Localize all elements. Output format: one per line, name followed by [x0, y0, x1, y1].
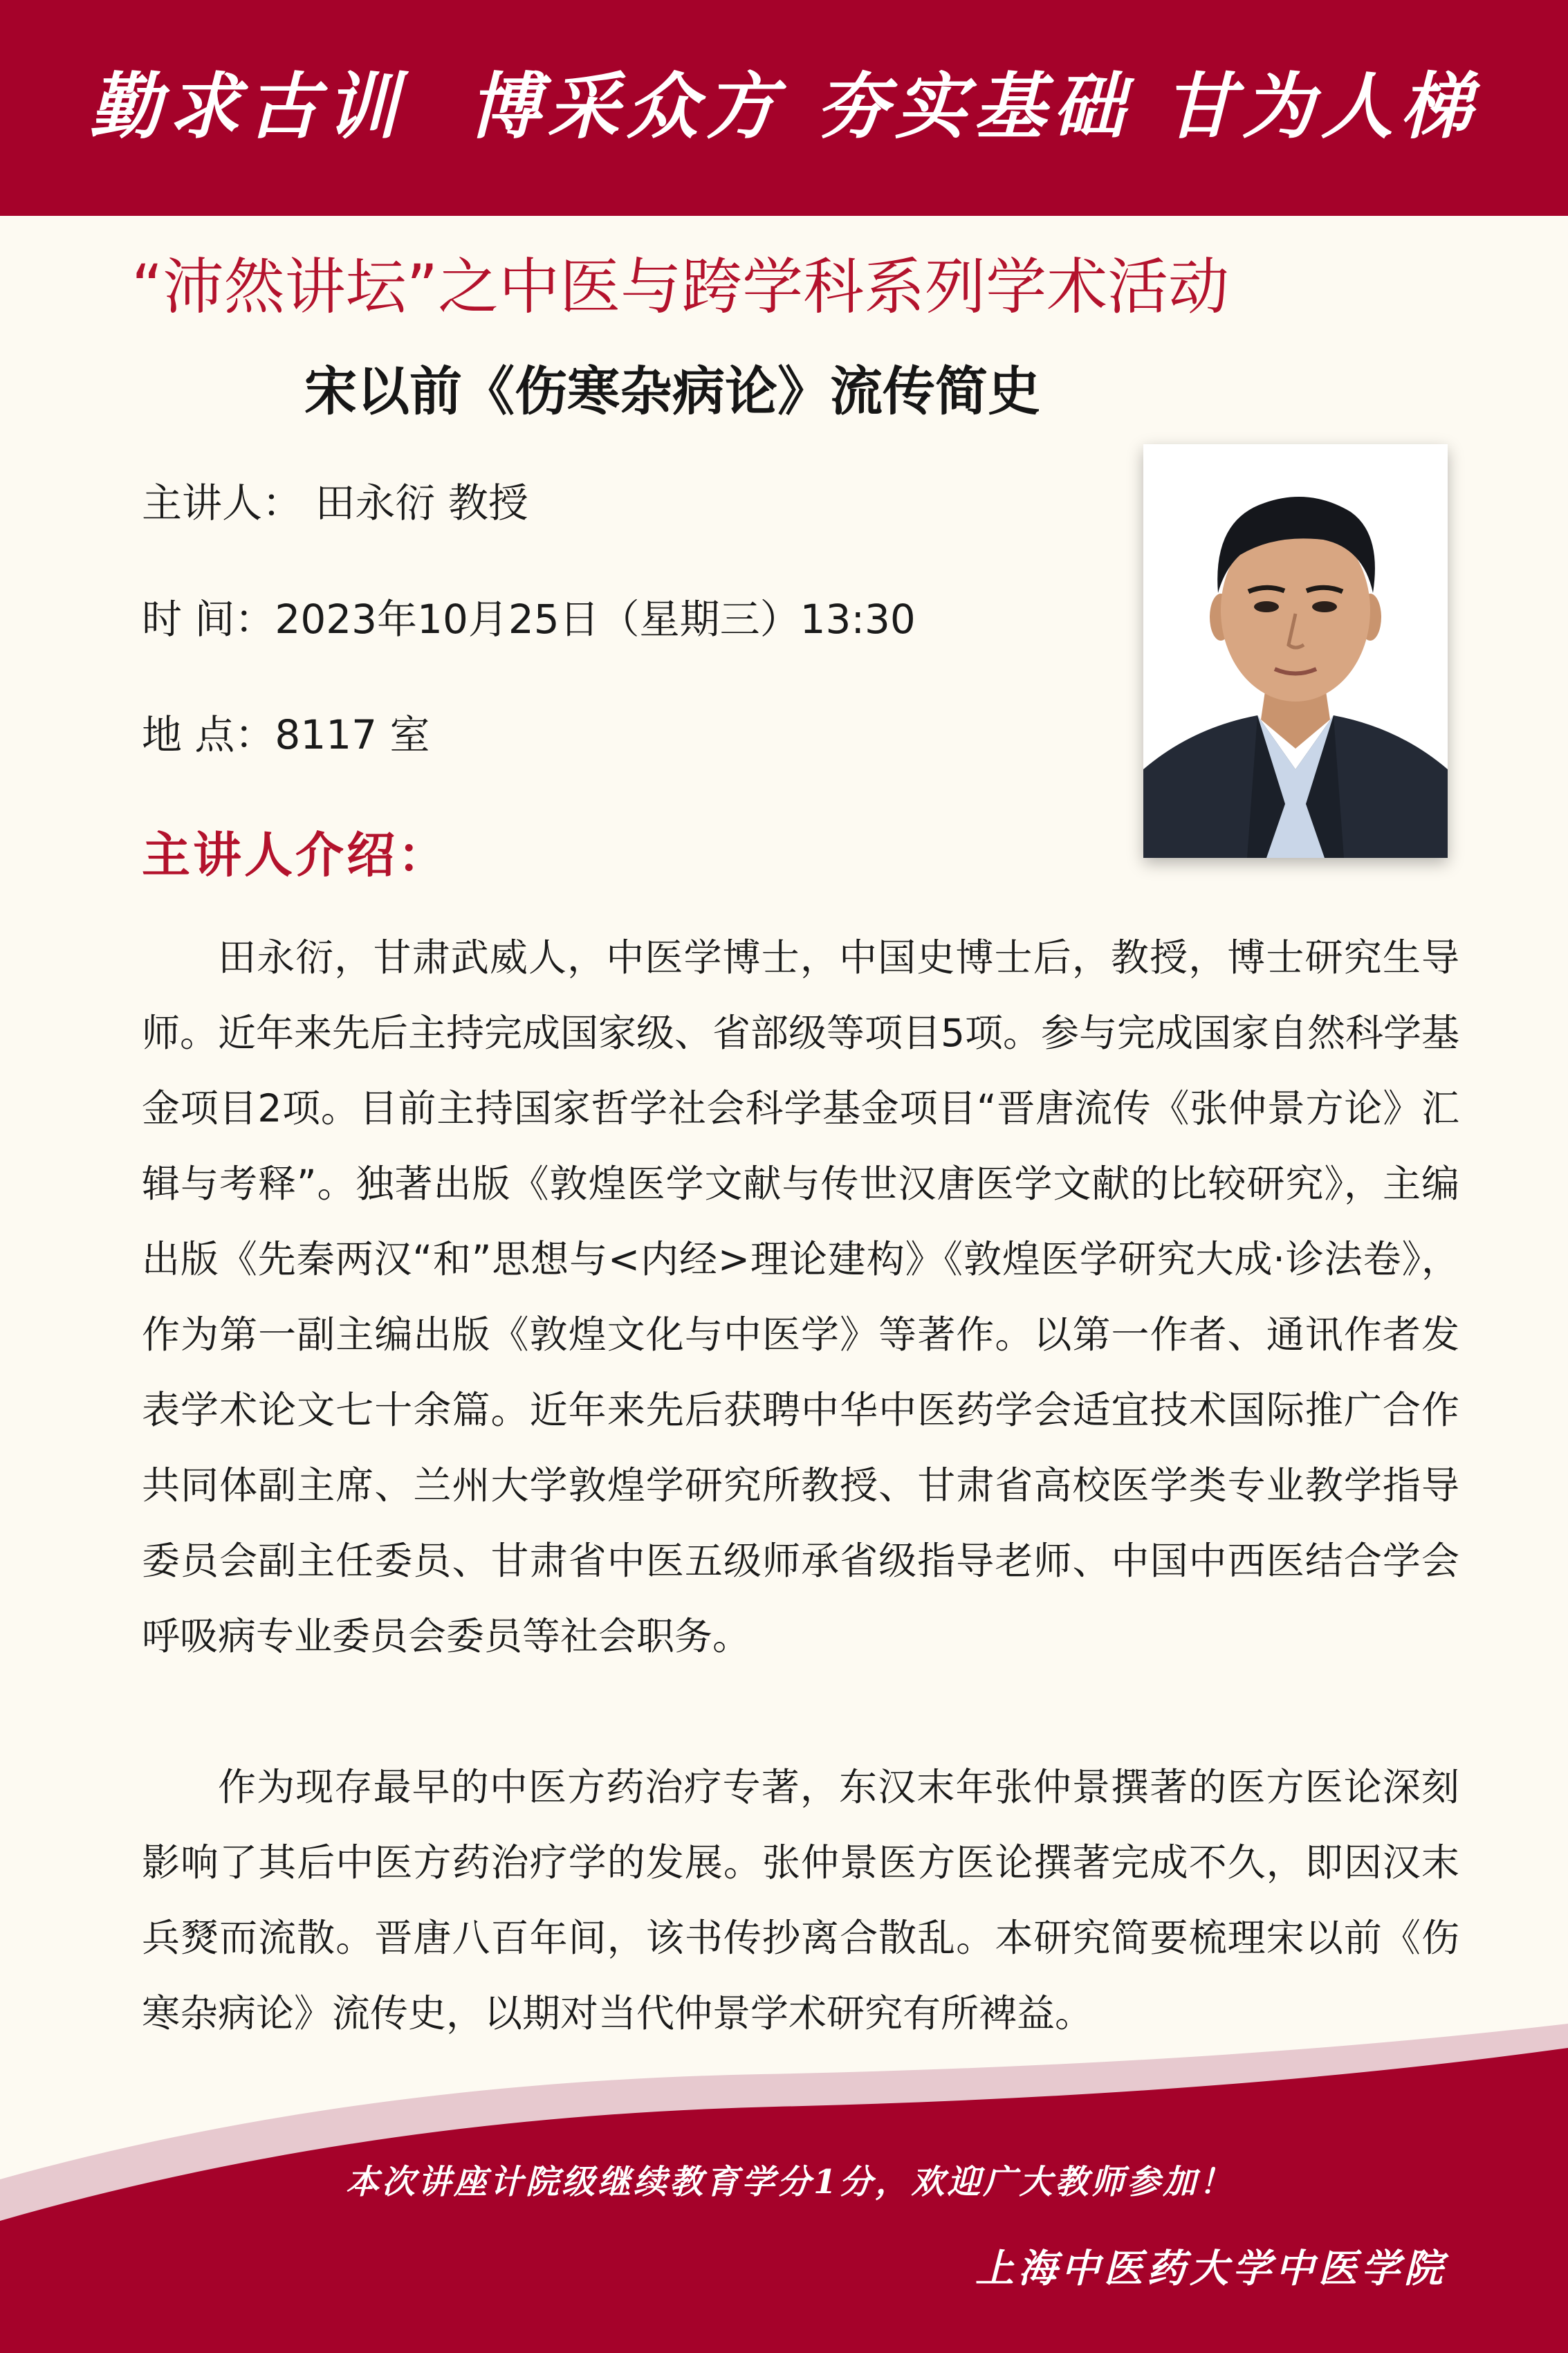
bio-heading: 主讲人介绍：	[142, 827, 449, 883]
series-title: “沛然讲坛”之中医与跨学科系列学术活动	[131, 251, 1230, 322]
organizer: 上海中医药大学中医学院	[975, 2246, 1447, 2291]
speaker-line: 主讲人： 田永衍 教授	[142, 479, 528, 527]
credit-note: 本次讲座计院级继续教育学分1分，欢迎广大教师参加！	[346, 2163, 1235, 2201]
time-line: 时 间：2023年10月25日（星期三）13:30	[142, 596, 916, 643]
place-line: 地 点：8117 室	[142, 711, 430, 758]
bio-paragraph-1: 田永衍，甘肃武威人，中医学博士，中国史博士后，教授，博士研究生导师。近年来先后主持完成国家级、省部级等项目5项。参与完成国家自然科学基金项目2项。目前主持国家哲学社会科学基金项目“晋唐流传《张仲景方论》汇辑与考释”。独著出版《敦煌医学文献与传世汉唐医学文献的比较研究》，主编出版《先秦两汉“和”思想与<内经>理论建构》《敦煌医学研究大成·诊法卷》，作为第一副主编出版《敦煌文化与中医学》等著作。以第一作者、通讯作者发表学术论文七十余篇。近年来先后获聘中华中医药学会适宜技术国际推广合作共同体副主席、兰州大学敦煌学研究所教授、甘肃省高校医学类专业教学指导委员会副主任委员、甘肃省中医五级师承省级指导老师、中国中西医结合学会呼吸病专业委员会委员等社会职务。	[142, 935, 1459, 1658]
motto: 勤求古训 博采众方 夯实基础 甘为人梯	[89, 64, 1479, 149]
lecture-title: 宋以前《伤寒杂病论》流传简史	[304, 360, 1040, 422]
bio-paragraph-2: 作为现存最早的中医方药治疗专著，东汉末年张仲景撰著的医方医论深刻影响了其后中医方药治疗学的发展。张仲景医方医论撰著完成不久，即因汉末兵燹而流散。晋唐八百年间，该书传抄离合散乱。本研究简要梳理宋以前《伤寒杂病论》流传史，以期对当代仲景学术研究有所裨益。	[142, 1765, 1459, 2035]
